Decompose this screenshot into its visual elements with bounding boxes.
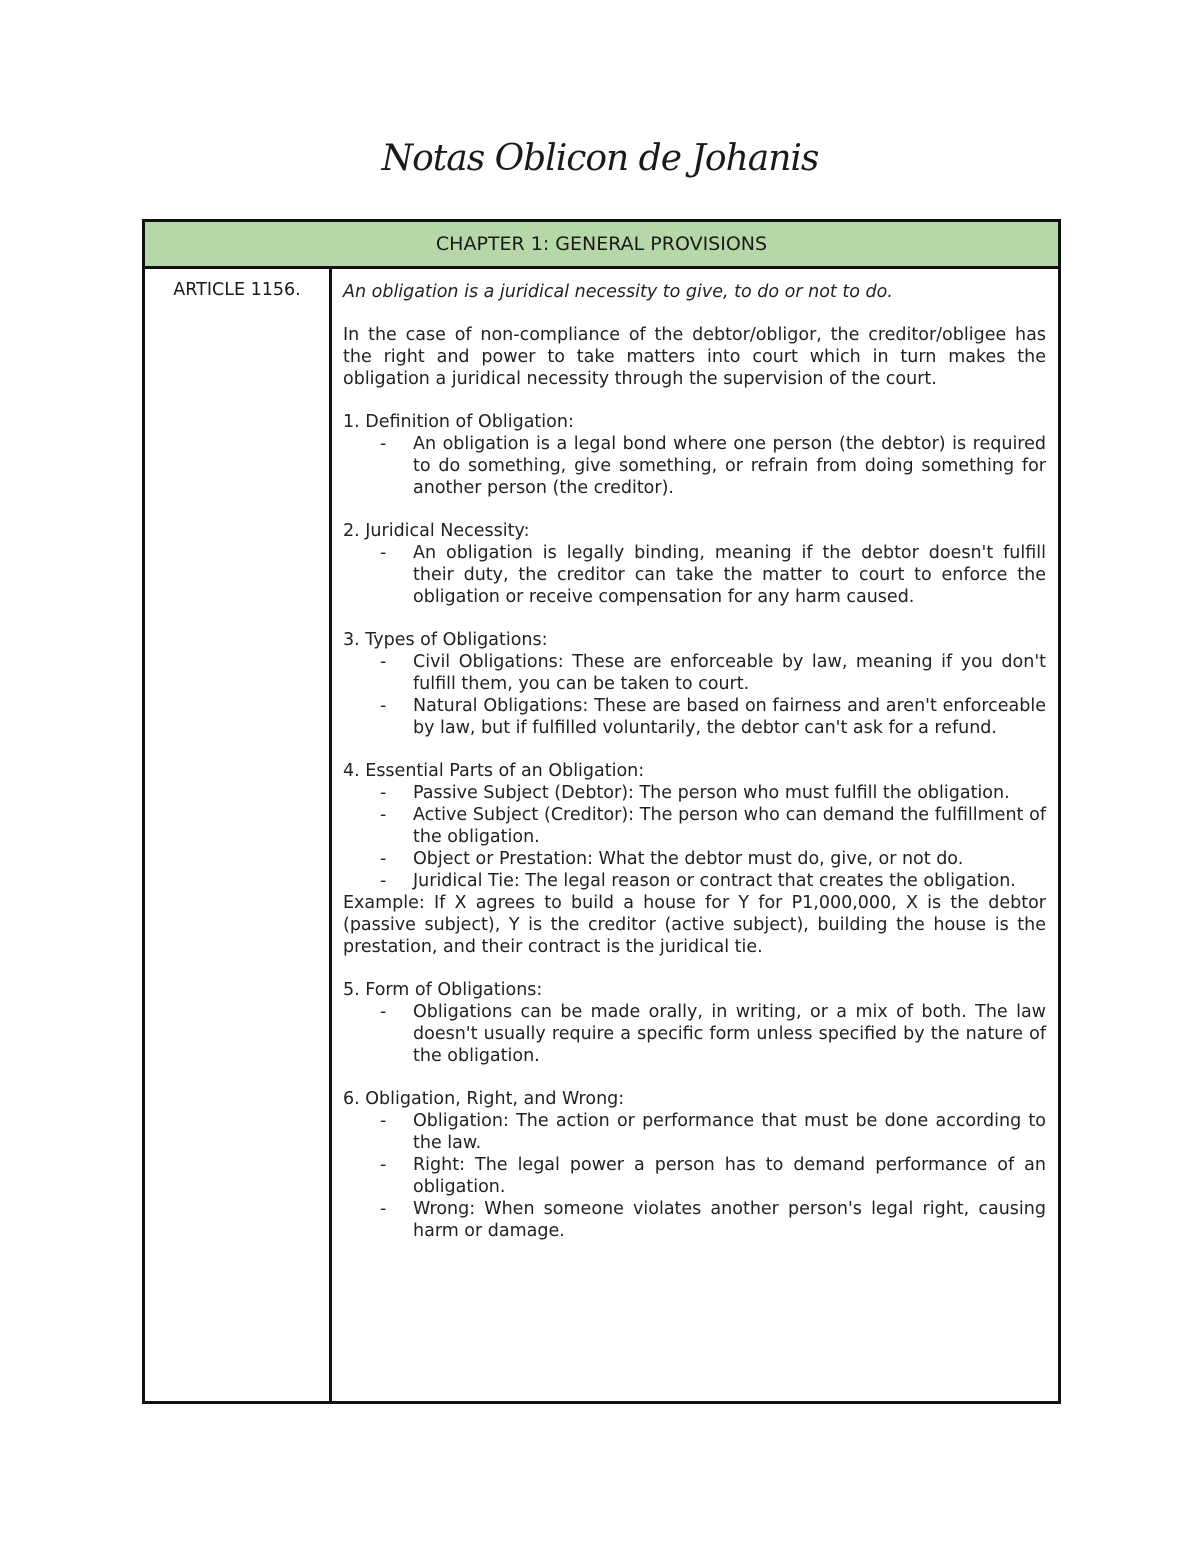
bullet-item: - An obligation is legally binding, meaning if the debtor doesn't fulfill their duty, the creditor can take the matter to court to enforce the obligation or receive compensation for any harm caused.	[343, 542, 1046, 608]
bullet-item: - Natural Obligations: These are based on fairness and aren't enforceable by law, but if fulfilled voluntarily, the debtor can't ask for a refund.	[343, 695, 1046, 739]
section-heading: 2. Juridical Necessity:	[343, 521, 530, 541]
chapter-header: CHAPTER 1: GENERAL PROVISIONS	[145, 222, 1058, 269]
bullet-list	[343, 542, 1046, 608]
article-label: ARTICLE 1156.	[145, 269, 332, 1401]
bullet-item: - Civil Obligations: These are enforceable by law, meaning if you don't fulfill them, you can be taken to court.	[343, 651, 1046, 695]
article-definition: An obligation is a juridical necessity to give, to do or not to do.	[343, 282, 893, 302]
bullet-item: - An obligation is a legal bond where one person (the debtor) is required to do something, give something, or refrain from doing something for another person (the creditor).	[343, 433, 1046, 499]
section-definition-of-obligation	[343, 411, 1046, 499]
table-body-row	[145, 269, 1058, 1401]
bullet-list	[343, 782, 1046, 892]
bullet-item: - Right: The legal power a person has to demand performance of an obligation.	[343, 1154, 1046, 1198]
document-title: Notas Oblicon de Johanis	[381, 138, 819, 179]
bullet-item: - Passive Subject (Debtor): The person who must fulfill the obligation.	[343, 782, 1046, 804]
section-heading: 4. Essential Parts of an Obligation:	[343, 761, 645, 781]
section-types-of-obligations	[343, 629, 1046, 739]
bullet-item: - Wrong: When someone violates another person's legal right, causing harm or damage.	[343, 1198, 1046, 1242]
bullet-list	[343, 651, 1046, 739]
section-essential-parts	[343, 760, 1046, 958]
section-form-of-obligations	[343, 979, 1046, 1067]
bullet-list	[343, 1001, 1046, 1067]
bullet-item: - Obligation: The action or performance that must be done according to the law.	[343, 1110, 1046, 1154]
bullet-item: - Active Subject (Creditor): The person who can demand the fulfillment of the obligation.	[343, 804, 1046, 848]
bullet-list	[343, 433, 1046, 499]
article-content	[332, 269, 1058, 1401]
bullet-item: - Juridical Tie: The legal reason or contract that creates the obligation.	[343, 870, 1046, 892]
section-obligation-right-wrong	[343, 1088, 1046, 1242]
section-heading: 6. Obligation, Right, and Wrong:	[343, 1089, 625, 1109]
bullet-item: - Object or Prestation: What the debtor must do, give, or not do.	[343, 848, 1046, 870]
bullet-list	[343, 1110, 1046, 1242]
section-heading: 3. Types of Obligations:	[343, 630, 548, 650]
bullet-item: - Obligations can be made orally, in writing, or a mix of both. The law doesn't usually require a specific form unless specified by the nature of the obligation.	[343, 1001, 1046, 1067]
article-intro-paragraph: In the case of non-compliance of the debtor/obligor, the creditor/obligee has the right and power to take matters into court which in turn makes the obligation a juridical necessity through the supervision of the court.	[343, 325, 1046, 389]
notes-table	[142, 219, 1061, 1404]
example-paragraph: Example: If X agrees to build a house for Y for P1,000,000, X is the debtor (passive subject), Y is the creditor (active subject), building the house is the prestation, and their contract is the juridical tie.	[343, 893, 1046, 957]
section-juridical-necessity	[343, 520, 1046, 608]
section-heading: 1. Definition of Obligation:	[343, 412, 574, 432]
section-heading: 5. Form of Obligations:	[343, 980, 543, 1000]
